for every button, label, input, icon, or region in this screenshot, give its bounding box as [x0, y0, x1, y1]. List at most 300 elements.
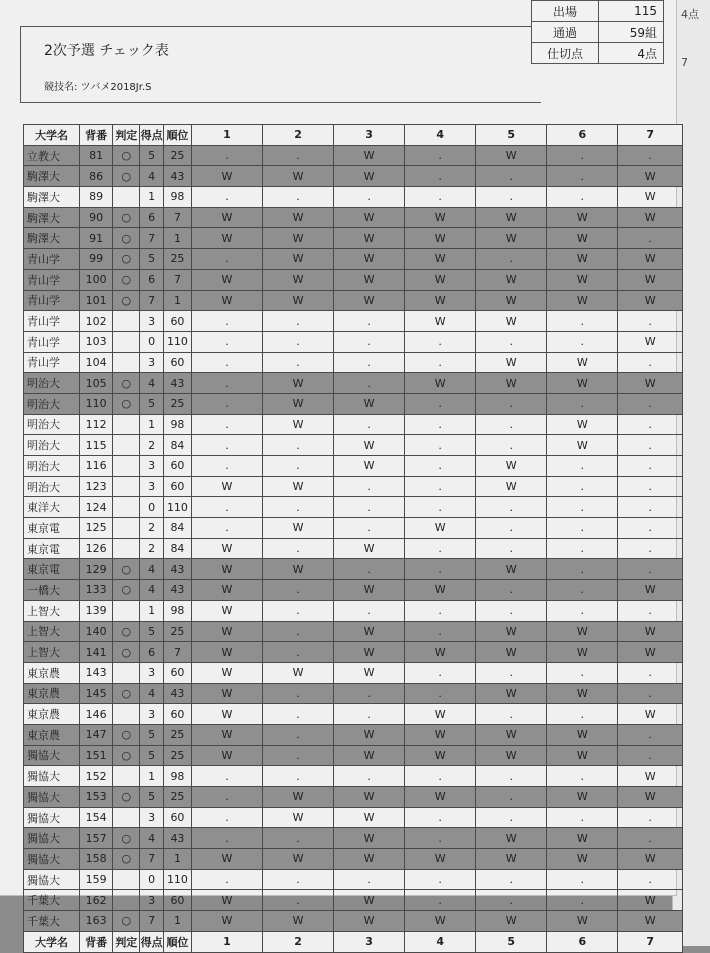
judge-cell: .	[263, 145, 334, 166]
rank-cell: 7	[163, 642, 191, 663]
judge-cell: .	[334, 766, 405, 787]
judge-cell: .	[263, 352, 334, 373]
table-row	[24, 352, 683, 373]
judge-cell: .	[263, 642, 334, 663]
judge-cell: W	[191, 290, 262, 311]
judge-cell: .	[191, 393, 262, 414]
number-cell: 89	[79, 187, 112, 208]
judge-cell: W	[191, 724, 262, 745]
table-row	[24, 683, 683, 704]
judge-cell: .	[476, 518, 547, 539]
judge-cell: .	[547, 187, 618, 208]
table-row	[24, 331, 683, 352]
univ-cell: 東京電	[24, 518, 80, 539]
rank-cell: 43	[163, 373, 191, 394]
rank-cell: 110	[163, 497, 191, 518]
judge-cell: W	[476, 352, 547, 373]
judge-cell: W	[191, 228, 262, 249]
col-judge-7-footer: 7	[618, 931, 683, 952]
judge-cell: .	[547, 890, 618, 911]
judge-cell: W	[191, 621, 262, 642]
rank-cell: 60	[163, 662, 191, 683]
col-judgement-footer: 判定	[113, 931, 140, 952]
rank-cell: 25	[163, 787, 191, 808]
judge-cell: W	[547, 621, 618, 642]
check-table	[23, 124, 683, 953]
judge-cell: W	[547, 849, 618, 870]
col-judge-2-header: 2	[263, 125, 334, 146]
judge-cell: W	[405, 704, 476, 725]
judgement-cell: ○	[113, 849, 140, 870]
judge-cell: .	[618, 414, 683, 435]
judge-cell: W	[334, 849, 405, 870]
score-cell: 6	[140, 207, 164, 228]
table-row	[24, 621, 683, 642]
table-row	[24, 373, 683, 394]
judgement-cell: ○	[113, 911, 140, 932]
judge-cell: W	[191, 683, 262, 704]
judge-cell: W	[334, 538, 405, 559]
judge-cell: .	[191, 331, 262, 352]
col-judge-2-footer: 2	[263, 931, 334, 952]
score-cell: 4	[140, 559, 164, 580]
univ-cell: 上智大	[24, 621, 80, 642]
judgement-cell	[113, 435, 140, 456]
judge-cell: .	[618, 869, 683, 890]
score-cell: 1	[140, 600, 164, 621]
number-cell: 102	[79, 311, 112, 332]
judge-cell: W	[547, 787, 618, 808]
rank-cell: 60	[163, 807, 191, 828]
judge-cell: W	[191, 580, 262, 601]
event-name: 競技名: ツバメ2018Jr.S	[44, 82, 152, 93]
judge-cell: W	[618, 373, 683, 394]
judge-cell: W	[334, 456, 405, 477]
judge-cell: W	[618, 269, 683, 290]
judge-cell: W	[618, 621, 683, 642]
judge-cell: .	[618, 435, 683, 456]
score-cell: 3	[140, 890, 164, 911]
score-cell: 5	[140, 724, 164, 745]
judge-cell: .	[618, 662, 683, 683]
judgement-cell: ○	[113, 828, 140, 849]
rank-cell: 43	[163, 683, 191, 704]
rank-cell: 25	[163, 145, 191, 166]
judge-cell: .	[405, 600, 476, 621]
univ-cell: 青山学	[24, 269, 80, 290]
univ-cell: 青山学	[24, 290, 80, 311]
judge-cell: .	[618, 538, 683, 559]
judge-cell: .	[547, 518, 618, 539]
judge-cell: W	[405, 249, 476, 270]
table-row	[24, 187, 683, 208]
table-row	[24, 456, 683, 477]
score-cell: 2	[140, 435, 164, 456]
info-row	[532, 22, 664, 43]
judge-cell: .	[191, 187, 262, 208]
judgement-cell	[113, 414, 140, 435]
judge-cell: W	[191, 559, 262, 580]
score-cell: 2	[140, 518, 164, 539]
number-cell: 103	[79, 331, 112, 352]
judge-cell: W	[618, 642, 683, 663]
judge-cell: .	[547, 538, 618, 559]
score-cell: 7	[140, 228, 164, 249]
judge-cell: W	[405, 228, 476, 249]
table-row	[24, 849, 683, 870]
judge-cell: .	[476, 538, 547, 559]
number-cell: 104	[79, 352, 112, 373]
judge-cell: .	[618, 497, 683, 518]
table-row	[24, 642, 683, 663]
table-row	[24, 290, 683, 311]
judgement-cell	[113, 497, 140, 518]
judgement-cell	[113, 890, 140, 911]
score-cell: 7	[140, 911, 164, 932]
table-row	[24, 311, 683, 332]
judgement-cell: ○	[113, 207, 140, 228]
judge-cell: W	[476, 683, 547, 704]
judgement-cell: ○	[113, 787, 140, 808]
judgement-cell: ○	[113, 393, 140, 414]
judge-cell: .	[263, 683, 334, 704]
judge-cell: W	[263, 787, 334, 808]
judge-cell: W	[618, 890, 683, 911]
rank-cell: 25	[163, 249, 191, 270]
judge-cell: .	[191, 249, 262, 270]
number-cell: 112	[79, 414, 112, 435]
back-sheet-text: 4点	[681, 8, 699, 21]
univ-cell: 明治大	[24, 476, 80, 497]
univ-cell: 東京農	[24, 683, 80, 704]
judge-cell: .	[191, 435, 262, 456]
table-row	[24, 393, 683, 414]
judge-cell: W	[334, 435, 405, 456]
table-row	[24, 414, 683, 435]
judge-cell: .	[405, 352, 476, 373]
judge-cell: .	[618, 828, 683, 849]
rank-cell: 43	[163, 166, 191, 187]
judge-cell: W	[263, 911, 334, 932]
judge-cell: .	[191, 414, 262, 435]
score-cell: 5	[140, 145, 164, 166]
page-title: 2次予選 チェック表	[44, 43, 169, 59]
judge-cell: W	[405, 787, 476, 808]
judge-cell: W	[334, 228, 405, 249]
rank-cell: 84	[163, 538, 191, 559]
univ-cell: 東京電	[24, 538, 80, 559]
judge-cell: .	[263, 331, 334, 352]
judge-cell: .	[334, 704, 405, 725]
judge-cell: W	[191, 849, 262, 870]
judgement-cell	[113, 662, 140, 683]
judge-cell: .	[618, 518, 683, 539]
judge-cell: .	[191, 807, 262, 828]
judge-cell: W	[476, 849, 547, 870]
judge-cell: W	[405, 849, 476, 870]
judge-cell: .	[191, 766, 262, 787]
judge-cell: .	[618, 476, 683, 497]
judge-cell: .	[476, 414, 547, 435]
univ-cell: 青山学	[24, 352, 80, 373]
judge-cell: .	[405, 807, 476, 828]
judge-cell: W	[476, 828, 547, 849]
judge-cell: .	[476, 435, 547, 456]
judge-cell: .	[263, 187, 334, 208]
col-score-header: 得点	[140, 125, 164, 146]
number-cell: 123	[79, 476, 112, 497]
back-sheet-num: 7	[681, 56, 688, 69]
col-univ-footer: 大学名	[24, 931, 80, 952]
judge-cell: W	[191, 890, 262, 911]
number-cell: 151	[79, 745, 112, 766]
judge-cell: .	[191, 497, 262, 518]
judge-cell: .	[263, 869, 334, 890]
col-rank-footer: 順位	[163, 931, 191, 952]
rank-cell: 110	[163, 331, 191, 352]
score-cell: 0	[140, 331, 164, 352]
judgement-cell	[113, 518, 140, 539]
judge-cell: .	[618, 559, 683, 580]
judge-cell: .	[476, 331, 547, 352]
col-judge-7-header: 7	[618, 125, 683, 146]
judge-cell: .	[547, 456, 618, 477]
judge-cell: W	[191, 269, 262, 290]
table-row	[24, 518, 683, 539]
info-label: 出場	[532, 1, 599, 22]
judge-cell: W	[191, 911, 262, 932]
rank-cell: 43	[163, 828, 191, 849]
judge-cell: W	[334, 724, 405, 745]
judge-cell: .	[547, 807, 618, 828]
info-row	[532, 1, 664, 22]
table-row	[24, 145, 683, 166]
number-cell: 100	[79, 269, 112, 290]
judge-cell: .	[405, 683, 476, 704]
judge-cell: .	[476, 166, 547, 187]
rank-cell: 43	[163, 580, 191, 601]
univ-cell: 東洋大	[24, 497, 80, 518]
univ-cell: 獨協大	[24, 766, 80, 787]
table-row	[24, 745, 683, 766]
judge-cell: W	[334, 642, 405, 663]
judge-cell: .	[476, 249, 547, 270]
info-label: 通過	[532, 22, 599, 43]
number-cell: 158	[79, 849, 112, 870]
judge-cell: .	[547, 662, 618, 683]
judge-cell: .	[618, 393, 683, 414]
score-cell: 3	[140, 311, 164, 332]
table-row	[24, 559, 683, 580]
number-cell: 124	[79, 497, 112, 518]
judge-cell: W	[547, 745, 618, 766]
number-cell: 105	[79, 373, 112, 394]
judge-cell: W	[334, 393, 405, 414]
number-cell: 99	[79, 249, 112, 270]
judge-cell: W	[618, 249, 683, 270]
univ-cell: 東京農	[24, 662, 80, 683]
score-cell: 4	[140, 683, 164, 704]
score-cell: 4	[140, 580, 164, 601]
judge-cell: W	[334, 269, 405, 290]
judge-cell: W	[405, 911, 476, 932]
judge-cell: W	[263, 373, 334, 394]
judge-cell: W	[263, 290, 334, 311]
judge-cell: .	[547, 497, 618, 518]
info-label: 仕切点	[532, 43, 599, 64]
judge-cell: W	[263, 849, 334, 870]
table-row	[24, 600, 683, 621]
table-row	[24, 538, 683, 559]
judge-cell: W	[263, 476, 334, 497]
judge-cell: .	[263, 828, 334, 849]
judge-cell: .	[405, 435, 476, 456]
judge-cell: .	[405, 166, 476, 187]
number-cell: 146	[79, 704, 112, 725]
judge-cell: .	[334, 869, 405, 890]
judge-cell: .	[547, 166, 618, 187]
judge-cell: W	[476, 745, 547, 766]
judge-cell: .	[618, 683, 683, 704]
col-rank-header: 順位	[163, 125, 191, 146]
judge-cell: W	[334, 580, 405, 601]
info-value: 4点	[599, 43, 664, 64]
univ-cell: 立教大	[24, 145, 80, 166]
judge-cell: W	[405, 269, 476, 290]
score-cell: 3	[140, 662, 164, 683]
judge-cell: .	[476, 187, 547, 208]
judge-cell: W	[191, 642, 262, 663]
judge-cell: .	[618, 228, 683, 249]
judge-cell: .	[618, 311, 683, 332]
univ-cell: 青山学	[24, 249, 80, 270]
judge-cell: W	[618, 766, 683, 787]
score-cell: 7	[140, 290, 164, 311]
judge-cell: W	[547, 228, 618, 249]
judgement-cell	[113, 600, 140, 621]
judge-cell: .	[476, 600, 547, 621]
judge-cell: W	[476, 311, 547, 332]
number-cell: 159	[79, 869, 112, 890]
table-row	[24, 869, 683, 890]
judge-cell: W	[334, 290, 405, 311]
judge-cell: W	[476, 290, 547, 311]
judgement-cell	[113, 352, 140, 373]
table-row	[24, 662, 683, 683]
number-cell: 153	[79, 787, 112, 808]
judge-cell: W	[405, 290, 476, 311]
judge-cell: .	[334, 683, 405, 704]
univ-cell: 東京農	[24, 724, 80, 745]
judge-cell: W	[618, 331, 683, 352]
col-number-footer: 背番	[79, 931, 112, 952]
table-row	[24, 787, 683, 808]
number-cell: 116	[79, 456, 112, 477]
judge-cell: W	[547, 724, 618, 745]
judge-cell: W	[334, 890, 405, 911]
judge-cell: .	[618, 745, 683, 766]
judge-cell: .	[334, 518, 405, 539]
judgement-cell	[113, 331, 140, 352]
judge-cell: W	[334, 207, 405, 228]
judgement-cell	[113, 187, 140, 208]
univ-cell: 獨協大	[24, 787, 80, 808]
rank-cell: 98	[163, 600, 191, 621]
judge-cell: .	[405, 187, 476, 208]
univ-cell: 獨協大	[24, 849, 80, 870]
judge-cell: .	[476, 662, 547, 683]
judge-cell: W	[476, 642, 547, 663]
rank-cell: 1	[163, 228, 191, 249]
col-judge-3-header: 3	[334, 125, 405, 146]
judge-cell: W	[191, 538, 262, 559]
number-cell: 152	[79, 766, 112, 787]
judge-cell: W	[476, 207, 547, 228]
rank-cell: 1	[163, 290, 191, 311]
number-cell: 140	[79, 621, 112, 642]
number-cell: 91	[79, 228, 112, 249]
judge-cell: W	[191, 207, 262, 228]
number-cell: 81	[79, 145, 112, 166]
judge-cell: W	[405, 518, 476, 539]
judge-cell: .	[547, 476, 618, 497]
judge-cell: W	[476, 228, 547, 249]
score-cell: 4	[140, 373, 164, 394]
judge-cell: W	[618, 187, 683, 208]
univ-cell: 千葉大	[24, 911, 80, 932]
table-row	[24, 766, 683, 787]
judgement-cell: ○	[113, 724, 140, 745]
judge-cell: W	[405, 207, 476, 228]
judge-cell: .	[263, 745, 334, 766]
score-cell: 1	[140, 187, 164, 208]
judge-cell: .	[405, 559, 476, 580]
judgement-cell	[113, 869, 140, 890]
judge-cell: .	[618, 724, 683, 745]
rank-cell: 25	[163, 724, 191, 745]
judgement-cell: ○	[113, 642, 140, 663]
judge-cell: W	[334, 807, 405, 828]
judge-cell: .	[191, 869, 262, 890]
judge-cell: W	[405, 580, 476, 601]
judge-cell: W	[547, 683, 618, 704]
judgement-cell: ○	[113, 290, 140, 311]
judge-cell: W	[618, 166, 683, 187]
table-row	[24, 435, 683, 456]
judge-cell: .	[405, 828, 476, 849]
judge-cell: .	[405, 145, 476, 166]
univ-cell: 上智大	[24, 600, 80, 621]
judge-cell: .	[334, 414, 405, 435]
judge-cell: W	[476, 269, 547, 290]
score-cell: 3	[140, 476, 164, 497]
score-cell: 0	[140, 869, 164, 890]
score-cell: 3	[140, 352, 164, 373]
col-univ-header: 大学名	[24, 125, 80, 146]
judge-cell: .	[191, 518, 262, 539]
judge-cell: .	[263, 621, 334, 642]
judge-cell: .	[191, 787, 262, 808]
table-row	[24, 724, 683, 745]
judgement-cell: ○	[113, 559, 140, 580]
judge-cell: W	[547, 911, 618, 932]
info-value: 115	[599, 1, 664, 22]
univ-cell: 獨協大	[24, 745, 80, 766]
rank-cell: 60	[163, 890, 191, 911]
judge-cell: W	[547, 290, 618, 311]
judge-cell: .	[476, 869, 547, 890]
judge-cell: .	[191, 456, 262, 477]
